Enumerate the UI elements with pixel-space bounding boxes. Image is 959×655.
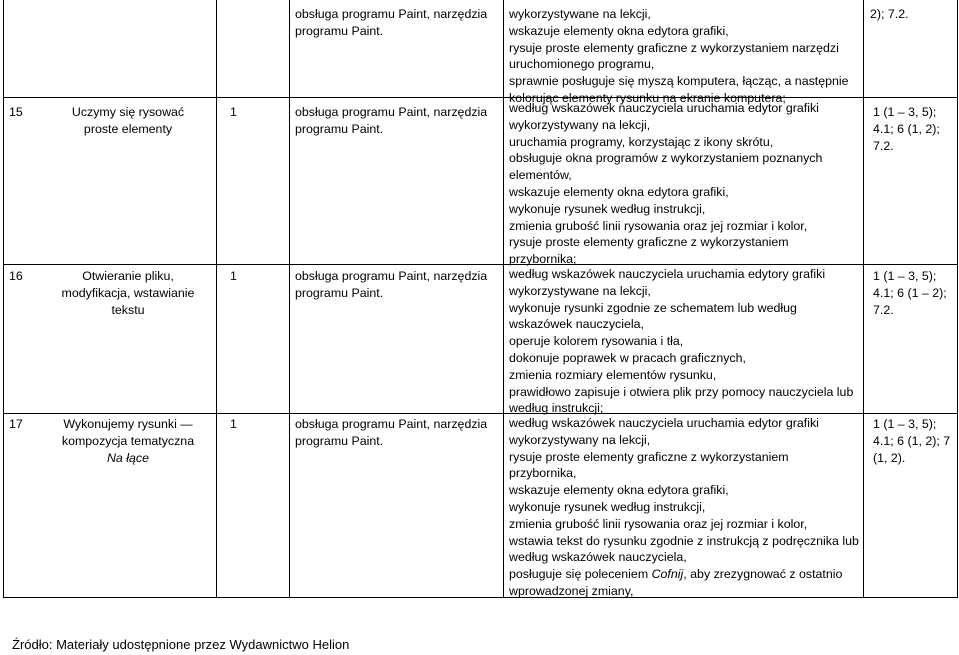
requirement-line: zmienia grubość linii rysowania oraz jej rozmiar i kolor,: [509, 218, 808, 233]
requirement-line: wykonuje rysunki zgodnie ze schematem lub według: [509, 300, 797, 315]
requirement-line: wskazówek nauczyciela,: [509, 317, 644, 332]
topic-line: programu Paint.: [295, 23, 384, 38]
ref-line: (1, 2).: [873, 450, 906, 465]
requirement-line: wykonuje rysunek według instrukcji,: [509, 201, 706, 216]
lesson-title: [40, 104, 216, 138]
lesson-number: 15: [9, 105, 23, 119]
requirement-line: wprowadzonej zmiany,: [509, 583, 634, 598]
requirement-line: wskazuje elementy okna edytora grafiki,: [509, 23, 729, 38]
refs-cell: [873, 416, 957, 466]
requirement-line: rysuje proste elementy graficzne z wykorzystaniem: [509, 235, 789, 250]
requirement-line: sprawnie posługuje się myszą komputera, łącząc, a następnie: [509, 74, 849, 89]
source-footnote: Źródło: Materiały udostępnione przez Wydawnictwo Helion: [12, 637, 350, 652]
requirement-line: wstawia tekst do rysunku zgodnie z instrukcją z podręcznika lub: [509, 533, 859, 548]
refs-cell: [873, 268, 957, 318]
hours-value: 1: [230, 105, 237, 119]
title-line: proste elementy: [83, 121, 173, 136]
requirement-line: rysuje proste elementy graficzne z wykorzystaniem narzędzi: [509, 40, 839, 55]
requirements-cell: [509, 100, 861, 268]
requirement-line: wykorzystywany na lekcji,: [509, 117, 651, 132]
requirement-line: wykorzystywane na lekcji,: [509, 283, 651, 298]
requirement-line: wykorzystywany na lekcji,: [509, 432, 651, 447]
requirement-line: według wskazówek nauczyciela,: [509, 550, 687, 565]
requirement-line: wykorzystywane na lekcji,: [509, 7, 651, 21]
title-line: Otwieranie pliku,: [82, 269, 174, 283]
ref-line: 1 (1 – 3, 5);: [873, 105, 937, 119]
requirement-line: obsługuje okna programów z wykorzystaniem poznanych: [509, 151, 823, 166]
requirement-line: według instrukcji;: [509, 401, 604, 416]
title-line: kompozycja tematyczna: [61, 433, 195, 448]
refs-cell: [870, 6, 955, 23]
lesson-title: [40, 416, 216, 466]
ref-line: 7.2.: [873, 138, 894, 153]
topic-line: programu Paint.: [295, 285, 384, 300]
requirement-line: dokonuje poprawek w pracach graficznych,: [509, 350, 746, 365]
topic-cell: [295, 104, 500, 138]
ref-line: 2); 7.2.: [870, 7, 909, 21]
requirement-line: przybornika;: [509, 252, 577, 267]
requirement-line: wskazuje elementy okna edytora grafiki,: [509, 184, 729, 199]
requirement-line: elementów,: [509, 168, 572, 183]
topic-line: obsługa programu Paint, narzędzia: [295, 7, 488, 21]
topic-cell: [295, 6, 500, 40]
grid-line: [216, 0, 217, 597]
grid-line: [3, 0, 4, 597]
topic-cell: [295, 416, 500, 450]
hours-value: 1: [230, 269, 237, 283]
requirement-line: według wskazówek nauczyciela uruchamia edytor grafiki: [509, 416, 819, 430]
title-line: tekstu: [111, 302, 145, 317]
requirement-text: , aby zrezygnować z ostatnio: [683, 567, 843, 582]
ref-line: 7.2.: [873, 302, 894, 317]
requirement-line: kolorując elementy rysunku na ekranie komputera;: [509, 90, 786, 105]
title-line: Na łące: [106, 450, 149, 465]
topic-cell: [295, 268, 500, 302]
grid-line: [289, 0, 290, 597]
requirement-line: wykonuje rysunek według instrukcji,: [509, 499, 706, 514]
requirement-line: prawidłowo zapisuje i otwiera plik przy pomocy nauczyciela lub: [509, 384, 854, 399]
title-line: Uczymy się rysować: [71, 105, 185, 119]
ref-line: 1 (1 – 3, 5);: [873, 417, 937, 431]
requirement-line: według wskazówek nauczyciela uruchamia edytory grafiki: [509, 267, 826, 281]
lesson-number: 17: [9, 417, 23, 431]
topic-line: obsługa programu Paint, narzędzia: [295, 269, 488, 283]
ref-line: 4.1; 6 (1, 2);: [873, 121, 940, 136]
topic-line: obsługa programu Paint, narzędzia: [295, 417, 488, 431]
topic-line: obsługa programu Paint, narzędzia: [295, 105, 488, 119]
hours-value: 1: [230, 417, 237, 431]
requirement-line: operuje kolorem rysowania i tła,: [509, 334, 684, 349]
grid-line: [863, 0, 864, 597]
requirements-cell: [509, 266, 861, 417]
cofnij-command: Cofnij: [651, 567, 684, 582]
topic-line: programu Paint.: [295, 121, 384, 136]
grid-line: [503, 0, 504, 597]
refs-cell: [873, 104, 957, 154]
requirements-cell: [509, 6, 861, 107]
requirement-line: [509, 566, 861, 583]
requirement-line: uruchamia programy, korzystając z ikony skrótu,: [509, 134, 774, 149]
requirement-line: przybornika,: [509, 466, 577, 481]
lesson-number: 16: [9, 269, 23, 283]
title-line: Wykonujemy rysunki —: [63, 417, 193, 431]
lesson-title: [40, 268, 216, 318]
requirement-text: posługuje się poleceniem: [509, 567, 652, 582]
requirement-line: uruchomionego programu,: [509, 57, 655, 72]
topic-line: programu Paint.: [295, 433, 384, 448]
requirements-cell: [509, 415, 861, 600]
requirement-line: zmienia grubość linii rysowania oraz jej rozmiar i kolor,: [509, 516, 808, 531]
requirement-line: zmienia rozmiary elementów rysunku,: [509, 367, 717, 382]
title-line: modyfikacja, wstawianie: [61, 285, 195, 300]
ref-line: 4.1; 6 (1 – 2);: [873, 285, 947, 300]
requirement-line: rysuje proste elementy graficzne z wykorzystaniem: [509, 449, 789, 464]
ref-line: 1 (1 – 3, 5);: [873, 269, 937, 283]
requirement-line: według wskazówek nauczyciela uruchamia edytor grafiki: [509, 101, 819, 115]
grid-line: [957, 0, 958, 597]
requirement-line: wskazuje elementy okna edytora grafiki,: [509, 483, 729, 498]
ref-line: 4.1; 6 (1, 2); 7: [873, 433, 951, 448]
